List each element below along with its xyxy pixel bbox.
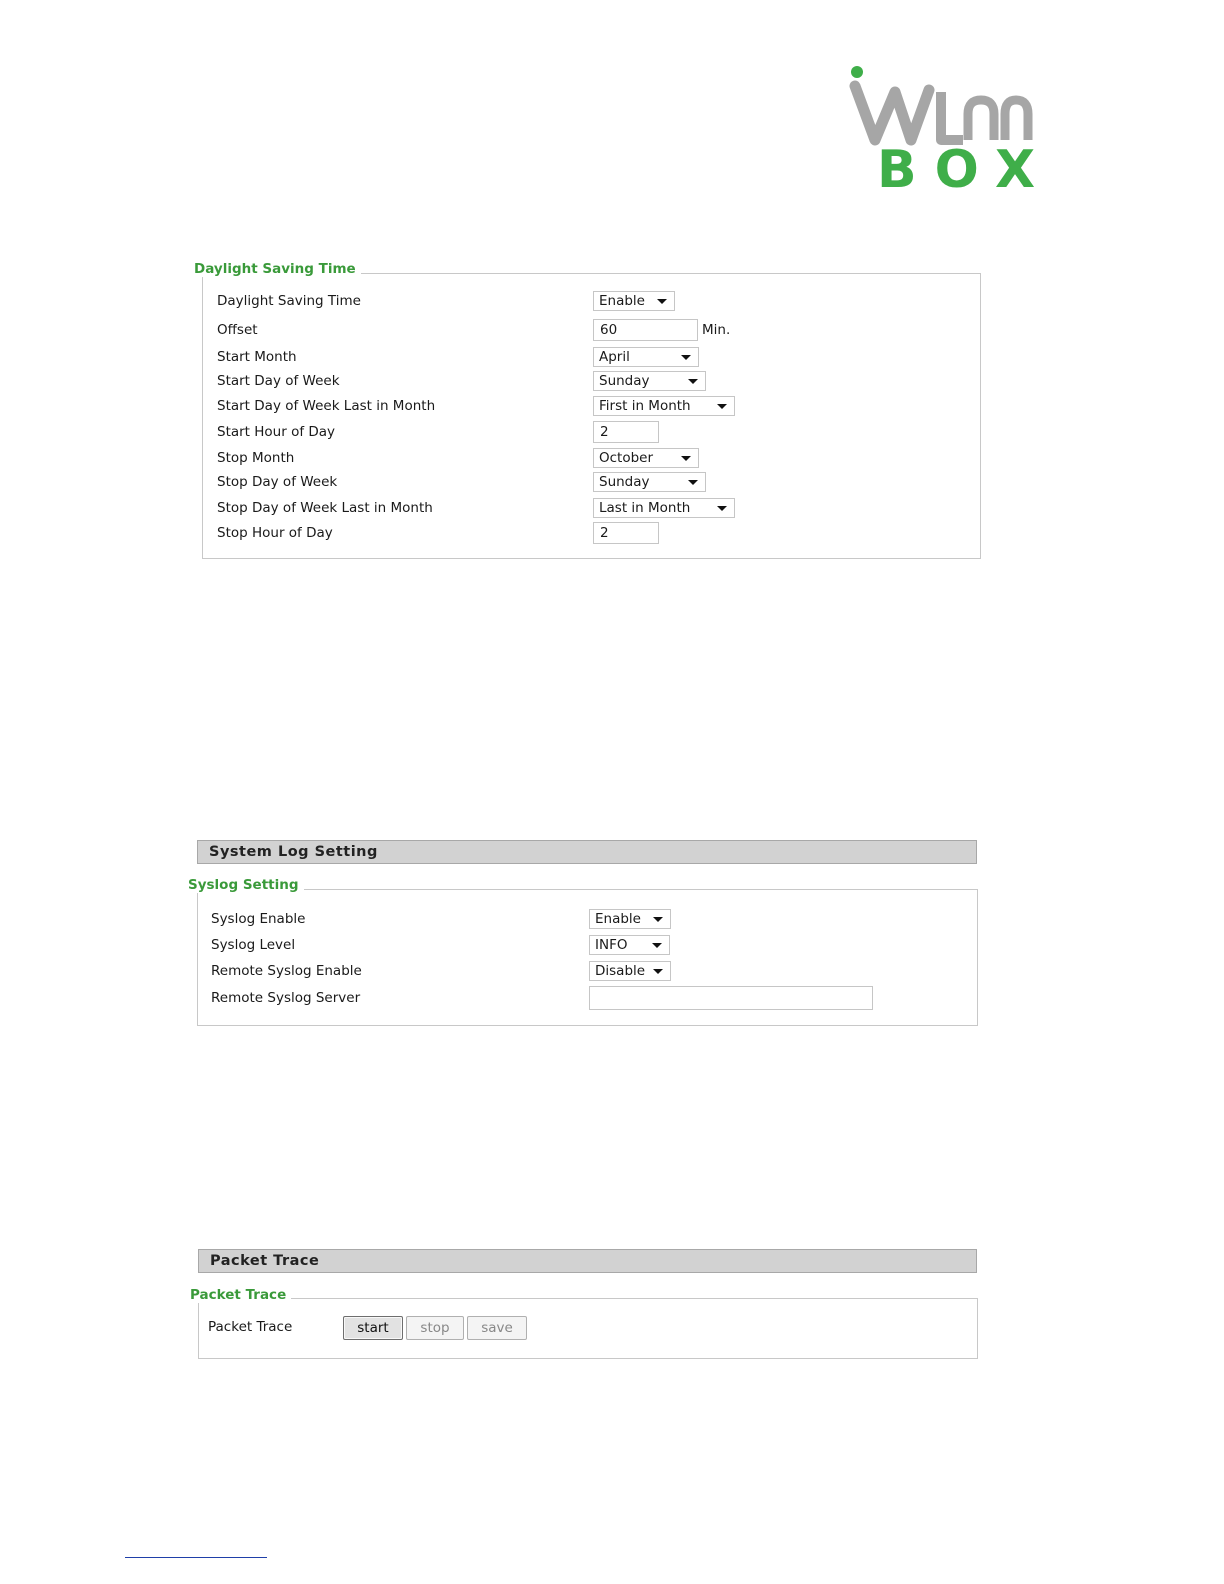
stop-hour-label: Stop Hour of Day <box>217 525 333 541</box>
packet-trace-titlebar: Packet Trace <box>198 1249 977 1273</box>
start-button[interactable]: start <box>343 1316 403 1340</box>
dropdown-arrow-icon <box>653 917 663 922</box>
packet-trace-fieldset <box>198 1298 978 1359</box>
dropdown-arrow-icon <box>688 480 698 485</box>
remote-syslog-enable-value: Disable <box>595 963 646 979</box>
remote-syslog-enable-label: Remote Syslog Enable <box>211 963 362 979</box>
dropdown-arrow-icon <box>717 404 727 409</box>
offset-label: Offset <box>217 322 258 338</box>
syslog-enable-select[interactable] <box>589 909 671 929</box>
start-dow-value: Sunday <box>599 373 650 389</box>
logo-box-text: BOX <box>877 140 1054 200</box>
dropdown-arrow-icon <box>717 506 727 511</box>
syslog-titlebar: System Log Setting <box>197 840 977 864</box>
start-dow-last-value: First in Month <box>599 398 691 414</box>
dropdown-arrow-icon <box>652 943 662 948</box>
remote-syslog-server-input[interactable] <box>589 986 873 1010</box>
packet-trace-label: Packet Trace <box>208 1319 293 1335</box>
syslog-level-label: Syslog Level <box>211 937 296 953</box>
start-dow-select[interactable] <box>593 371 706 391</box>
dropdown-arrow-icon <box>688 379 698 384</box>
dst-legend: Daylight Saving Time <box>194 261 361 277</box>
stop-dow-label: Stop Day of Week <box>217 474 338 490</box>
start-hour-label: Start Hour of Day <box>217 424 336 440</box>
dropdown-arrow-icon <box>681 355 691 360</box>
offset-input[interactable] <box>593 319 698 341</box>
footer-rule <box>125 1557 267 1558</box>
syslog-level-value: INFO <box>595 937 628 953</box>
start-dow-label: Start Day of Week <box>217 373 340 389</box>
dst-enable-value: Enable <box>599 293 645 309</box>
packet-trace-legend: Packet Trace <box>190 1287 291 1303</box>
stop-dow-select[interactable] <box>593 472 706 492</box>
stop-dow-last-select[interactable] <box>593 498 735 518</box>
logo-graphic <box>845 62 1054 200</box>
stop-month-label: Stop Month <box>217 450 295 466</box>
dst-fieldset <box>202 273 981 559</box>
dropdown-arrow-icon <box>653 969 663 974</box>
remote-syslog-server-label: Remote Syslog Server <box>211 990 361 1006</box>
syslog-level-select[interactable] <box>589 935 670 955</box>
dropdown-arrow-icon <box>681 456 691 461</box>
stop-button[interactable]: stop <box>406 1316 464 1340</box>
start-month-label: Start Month <box>217 349 297 365</box>
start-hour-input[interactable] <box>593 421 659 443</box>
stop-month-value: October <box>599 450 654 466</box>
start-month-value: April <box>599 349 630 365</box>
offset-unit: Min. <box>702 322 731 338</box>
start-month-select[interactable] <box>593 347 699 367</box>
start-dow-last-label: Start Day of Week Last in Month <box>217 398 436 414</box>
start-dow-last-select[interactable] <box>593 396 735 416</box>
stop-month-select[interactable] <box>593 448 699 468</box>
dropdown-arrow-icon <box>657 299 667 304</box>
dst-enable-select[interactable] <box>593 291 675 311</box>
stop-dow-last-label: Stop Day of Week Last in Month <box>217 500 433 516</box>
stop-dow-last-value: Last in Month <box>599 500 691 516</box>
stop-dow-value: Sunday <box>599 474 650 490</box>
save-button[interactable]: save <box>467 1316 527 1340</box>
remote-syslog-enable-select[interactable] <box>589 961 671 981</box>
dst-enable-label: Daylight Saving Time <box>217 293 361 309</box>
syslog-legend: Syslog Setting <box>188 877 304 893</box>
syslog-enable-label: Syslog Enable <box>211 911 306 927</box>
syslog-enable-value: Enable <box>595 911 641 927</box>
iwlanbox-logo <box>845 62 1054 200</box>
stop-hour-input[interactable] <box>593 522 659 544</box>
